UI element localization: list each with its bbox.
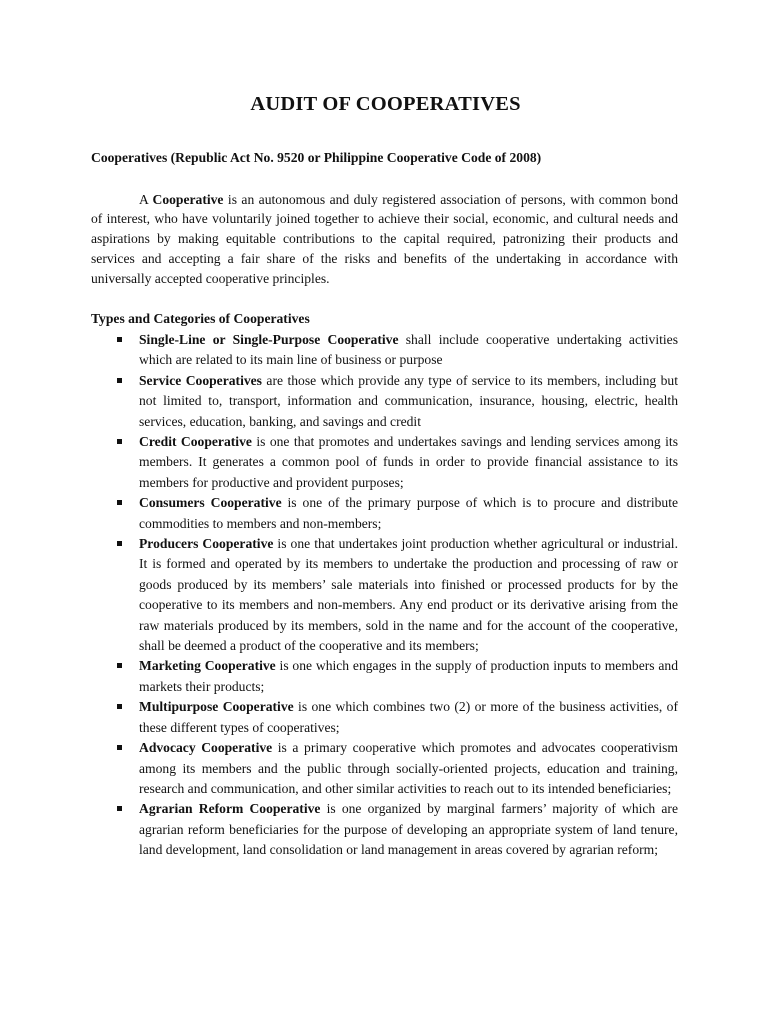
types-heading: Types and Categories of Cooperatives — [91, 311, 310, 327]
bullet-icon — [117, 500, 122, 505]
type-term: Service Cooperatives — [139, 372, 262, 388]
type-item-marketing — [139, 656, 678, 697]
type-item-credit — [139, 432, 678, 493]
intro-term: Cooperative — [152, 191, 224, 207]
type-text: is one of the primary purpose of which is to procure and distribute commodities to members and non-members; — [139, 495, 679, 531]
type-text: is one that undertakes joint production whether agricultural or industrial. It is formed and operated by its members to undertake the production and processing of raw or goods produced by its members’ sale materials into finished or processed products for by the cooperative to its members and non-members. Any end product or its derivative arising from the raw materials produced by its members, sold in the name and for the account of the cooperative, shall be deemed a product of the cooperative and its members; — [139, 536, 678, 654]
type-term: Producers Cooperative — [139, 536, 274, 552]
bullet-icon — [117, 541, 122, 546]
type-term: Consumers Cooperative — [139, 495, 282, 511]
type-text: is one organized by marginal farmers’ majority of which are agrarian reform beneficiaries for the purpose of developing an appropriate system of land tenure, land development, land consolidation or land management in areas covered by agrarian reform; — [139, 801, 678, 858]
bullet-icon — [117, 663, 122, 668]
type-item-agrarian-reform — [139, 799, 678, 860]
type-term: Multipurpose Cooperative — [139, 699, 294, 715]
type-item-service — [139, 371, 678, 432]
bullet-icon — [117, 745, 122, 750]
bullet-icon — [117, 337, 122, 342]
type-term: Credit Cooperative — [139, 434, 252, 450]
bullet-icon — [117, 806, 122, 811]
type-text: shall include cooperative undertaking activities which are related to its main line of business or purpose — [139, 331, 678, 368]
type-text: is one which combines two (2) or more of the business activities, of these different types of cooperatives; — [139, 699, 678, 735]
type-term: Agrarian Reform Cooperative — [139, 801, 321, 817]
types-list — [91, 330, 678, 861]
intro-text: is an autonomous and duly registered association of persons, with common bond of interest, who have voluntarily joined together to achieve their social, economic, and cultural needs and aspirations by making equitable contributions to the capital required, patronizing their products and services and accepting a fair share of the risks and benefits of the undertaking in accordance with universally accepted cooperative principles. — [91, 191, 678, 286]
type-item-consumers — [139, 493, 678, 534]
type-item-multipurpose — [139, 697, 678, 738]
type-text: is one which engages in the supply of production inputs to members and markets their products; — [139, 658, 678, 694]
section-heading: Cooperatives (Republic Act No. 9520 or Philippine Cooperative Code of 2008) — [91, 150, 542, 165]
intro-paragraph — [91, 190, 678, 289]
type-item-single-purpose — [139, 330, 678, 371]
type-item-producers — [139, 534, 678, 656]
bullet-icon — [117, 378, 122, 383]
document-title: AUDIT OF COOPERATIVES — [250, 93, 521, 115]
type-item-advocacy — [139, 738, 678, 799]
type-term: Marketing Cooperative — [139, 658, 276, 674]
intro-lead: A — [139, 191, 153, 207]
type-text: is one that promotes and undertakes savings and lending services among its members. It generates a common pool of funds in order to provide financial assistance to its members for productive and provident purposes; — [139, 434, 678, 490]
type-text: are those which provide any type of service to its members, including but not limited to, transport, information and communication, insurance, housing, electric, health services, education, banking, and savings and credit — [139, 372, 678, 429]
bullet-icon — [117, 439, 122, 444]
type-term: Single-Line or Single-Purpose Cooperative — [139, 331, 399, 347]
type-text: is a primary cooperative which promotes and advocates cooperativism among its members and the public through socially-oriented projects, education and training, research and communication, and other similar activities to reach out to its intended beneficiaries; — [139, 740, 678, 796]
bullet-icon — [117, 704, 122, 709]
type-term: Advocacy Cooperative — [139, 740, 273, 756]
